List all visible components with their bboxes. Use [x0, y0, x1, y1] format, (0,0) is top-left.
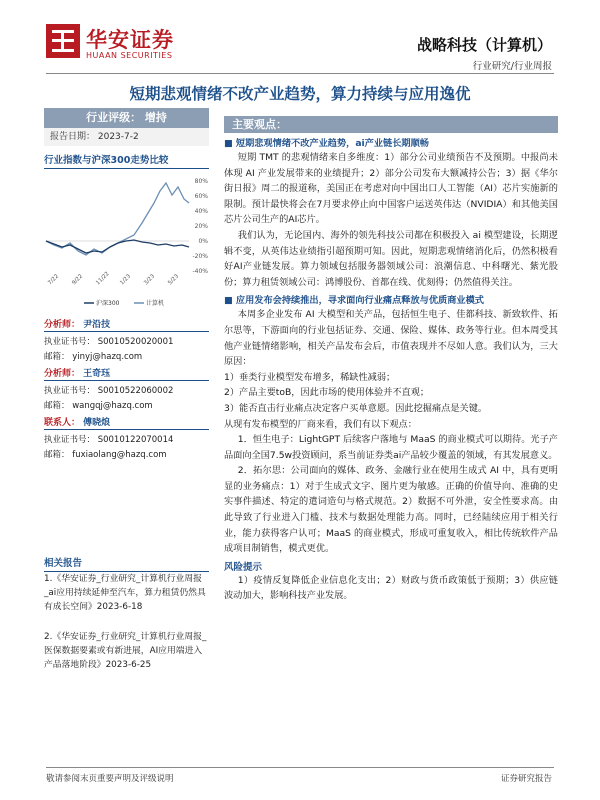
y-tick-label: 40%: [194, 208, 208, 215]
y-tick-label: 80%: [194, 178, 208, 185]
related-report-item[interactable]: 2.《华安证券_行业研究_计算机行业周报_医保数据要素或有新进展，AI应用端进入产品落地阶段》2023-6-25: [44, 632, 207, 670]
report-date: 报告日期： 2023-7-2: [44, 128, 209, 146]
analyst-block-2: [44, 366, 209, 411]
analyst-heading: 分析师： 王奇珏: [44, 366, 209, 381]
report-type: 战略科技（计算机）: [416, 36, 552, 54]
paragraph: 短期 TMT 的悲观情绪来自多维度：1）部分公司业绩预告不及预期。中报尚未体现 AI 产业发展带来的业绩提升；2）部分公司发布大额减持公告；3）据《华尔街日报》周二的报道称，美国正在考虑对向中国出口人工智能（AI）芯片实施新的限制。预计最快将会在7月要求停止向中国客户运送英伟达（NVIDIA）和其他美国芯片公司生产的AI芯片。: [224, 152, 558, 226]
y-tick-label: 20%: [194, 223, 208, 230]
paragraph: 1）垂类行业模型发布增多，稀缺性减弱；: [224, 371, 396, 383]
analyst-email: 邮箱： yinyj@hazq.com: [44, 352, 143, 362]
legend-computer: 计算机: [146, 300, 165, 307]
analyst-email: 邮箱： wangqj@hazq.com: [44, 401, 153, 411]
y-tick-label: 0%: [198, 238, 208, 245]
analyst-cert: 执业证书号： S0010522060002: [44, 386, 174, 396]
contact-email: 邮箱： fuxiaolang@hazq.com: [44, 450, 167, 460]
header-divider: [46, 73, 554, 74]
risk-heading: 风险提示: [224, 561, 263, 573]
section-heading-2: ■ 应用发布会持续推出，寻求面向行业痛点释放与优质商业模式: [224, 295, 484, 307]
chart-title: 行业指数与沪深300走势比较: [44, 152, 209, 169]
contact-heading: 联系人： 傅晓烺: [44, 415, 209, 430]
paragraph: 我们认为，无论国内、海外的领先科技公司都在积极投入 ai 模型建设，长期逻辑不变，从英伟达业绩指引超预期可知。因此，短期悲观情绪消化后，仍然积极看好AI产业链发展。算力领域包括服务器领域公司：浪潮信息、中科曙光、紫光股份；算力租赁领域公司：鸿博股份、首都在线、优刻得；仍然值得关注。: [224, 229, 558, 288]
paragraph: 从现有发布模型的厂商来看，我们有以下观点：: [224, 418, 417, 430]
paragraph: 1）疫情反复降低企业信息化支出；2）财政与货币政策低于预期；3）供应链波动加大，影响科技产业发展。: [224, 574, 558, 602]
y-tick-label: -20%: [192, 253, 208, 260]
company-logo: [46, 24, 196, 64]
legend-hs300: 沪深300: [96, 300, 120, 307]
logo-english-name: HUAAN SECURITIES: [86, 51, 173, 60]
analyst-heading: 分析师： 尹沿技: [44, 317, 209, 332]
section-heading-1: ■ 短期悲观情绪不改产业趋势，ai产业链长期顺畅: [224, 138, 429, 149]
y-tick-label: -40%: [192, 268, 208, 275]
contact-block: [44, 415, 209, 460]
footer-disclaimer: 敬请参阅末页重要声明及评级说明: [46, 774, 174, 784]
main-content: [224, 116, 558, 604]
analyst-block-1: [44, 317, 209, 362]
paragraph: 2．拓尔思：公司面向的媒体、政务、金融行业在使用生成式 AI 中，具有更明显的业务痛点：1）对于生成式文字、图片更为敏感。正确的价值导向、准确的史实事件描述、特定的遣词造句与格式规范。2）数据不可外泄，安全性要求高。由此导致了行业进入门槛、技术与数据处理能力高。同时，已经陆续应用于相关行业，能力获得客户认可；MaaS 的商业模式，形成可重复收入，相比传统软件产品成项目制销售，模式更优。: [224, 465, 558, 555]
paragraph: 1．恒生电子：LightGPT 后续客户落地与 MaaS 的商业模式可以期待。光子产品面向全国7.5w投资顾问，系当前证券类ai产品较少覆盖的领域，有其发展意义。: [224, 434, 558, 461]
report-title: 短期悲观情绪不改产业趋势，算力持续与应用逸优: [129, 84, 471, 103]
logo-seal-icon: [46, 24, 80, 58]
related-reports-heading: 相关报告: [44, 555, 209, 572]
report-category: 行业研究/行业周报: [472, 61, 552, 72]
footer-divider: [46, 767, 554, 768]
analyst-cert: 执业证书号： S0010520020001: [44, 337, 174, 347]
left-sidebar: [44, 108, 209, 460]
index-comparison-chart: [44, 173, 209, 313]
paragraph: 3）能否直击行业痛点决定客户买单意愿。因此挖掘痛点是关键。: [224, 402, 488, 414]
paragraph: 本周多企业发布 AI 大模型和关产品，包括恒生电子、佳都科技、新致软件、拓尔思等，下游面向的行业包括证券、交通、保险、媒体、政务等行业。但本周受其他产业链情绪影响，相关产品发布会后，市值表现并不尽如人意。我们认为，三大原因：: [224, 309, 558, 368]
x-tick-label: 3/23: [143, 273, 157, 287]
x-tick-label: 9/22: [71, 273, 85, 287]
x-tick-label: 7/22: [47, 273, 61, 287]
x-tick-label: 1/23: [119, 273, 133, 287]
hs300-index-line: [46, 240, 189, 253]
key-points-heading: 主要观点：: [224, 116, 558, 133]
x-tick-label: 11/22: [95, 270, 111, 287]
related-report-item[interactable]: 1.《华安证券_行业研究_计算机行业周报_ai应用持续延伸至汽车，算力租赁仍然具有成长空间》2023-6-18: [44, 574, 206, 612]
x-tick-label: 5/23: [167, 273, 181, 287]
y-tick-label: 60%: [194, 193, 208, 200]
footer-label: 证券研究报告: [500, 774, 552, 784]
logo-chinese-name: 华安证券: [86, 27, 174, 52]
paragraph: 2）产品主要toB，因此市场的使用体验并不直观；: [224, 387, 430, 399]
contact-cert: 执业证书号： S0010122070014: [44, 435, 174, 445]
industry-rating: 行业评级： 增持: [44, 108, 209, 128]
